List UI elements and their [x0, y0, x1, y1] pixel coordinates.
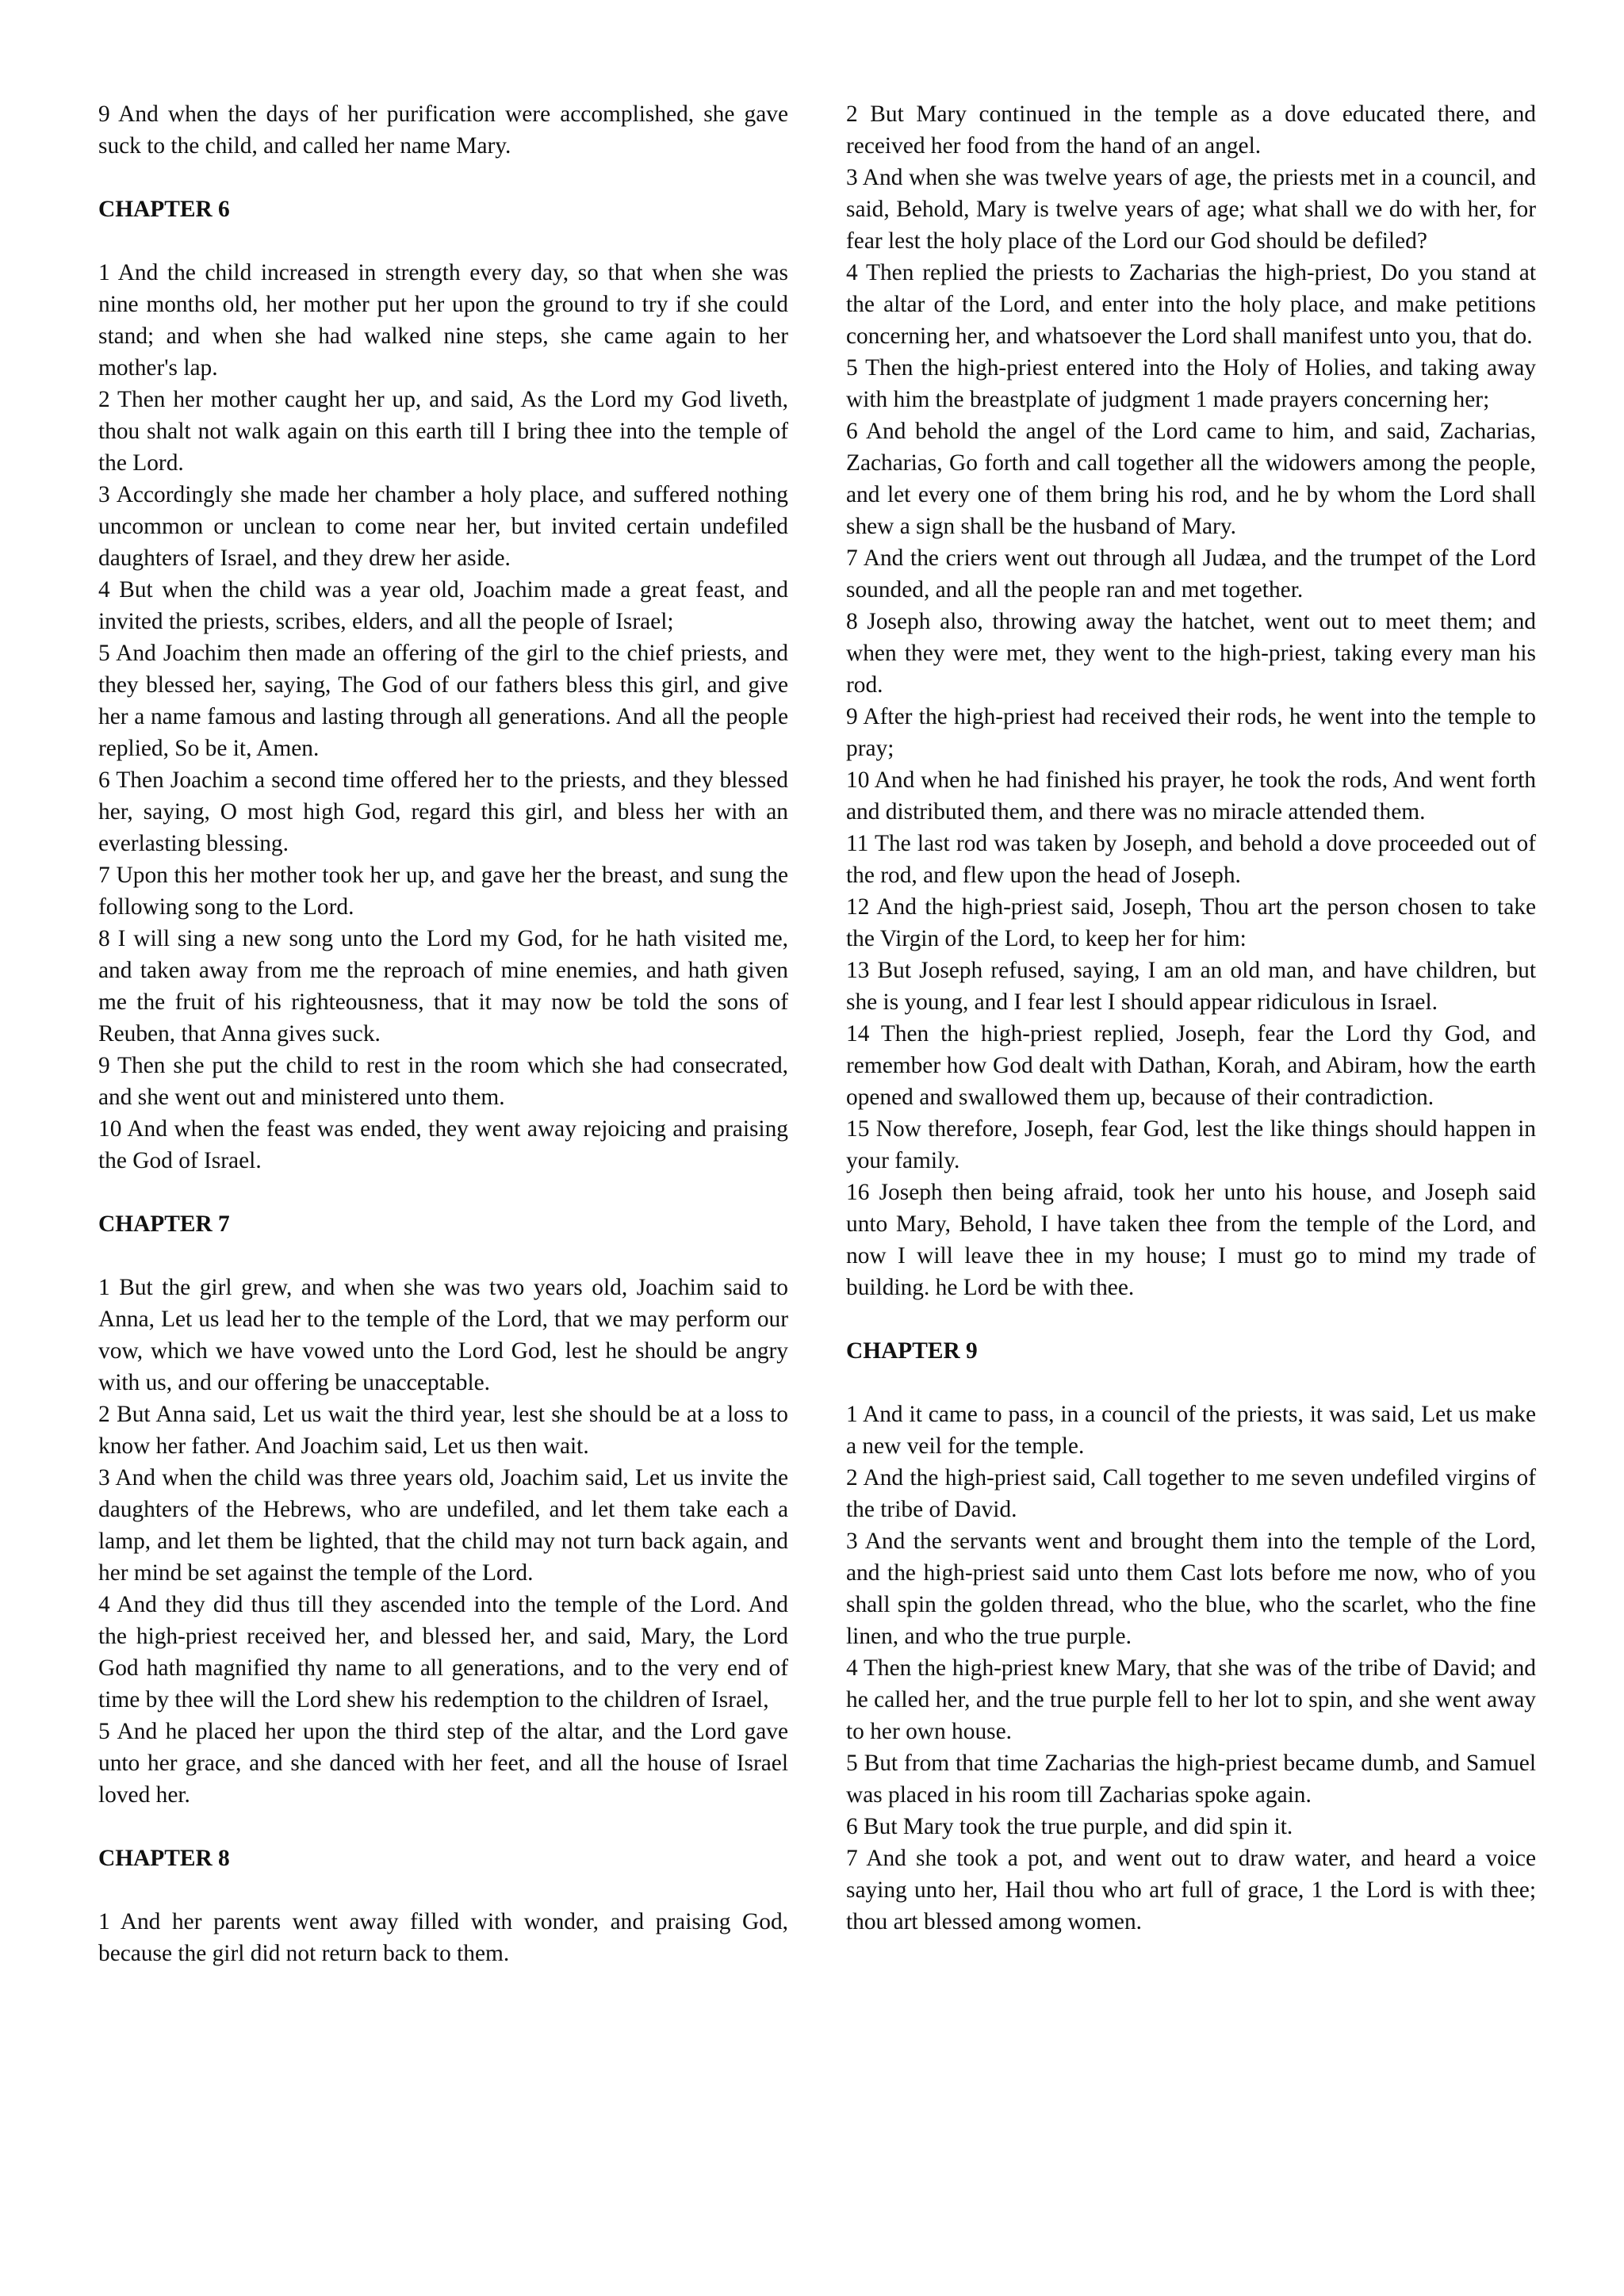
verse-paragraph: 1 But the girl grew, and when she was two years old, Joachim said to Anna, Let us lead her to the temple of the Lord, that we may perform our vow, which we have vowed unto the Lord God, lest he should be angry with us, and our offering be unacceptable. — [98, 1275, 788, 1395]
verse-paragraph: 6 And behold the angel of the Lord came to him, and said, Zacharias, Zacharias, Go forth and call together all the widowers among the people, and let every one of them bring his rod, and he by whom the Lord shall shew a sign shall be the husband of Mary. — [846, 419, 1536, 539]
verse-paragraph: 4 Then the high-priest knew Mary, that she was of the tribe of David; and he called her, and the true purple fell to her lot to spin, and she went away to her own house. — [846, 1655, 1536, 1744]
chapter-heading: CHAPTER 6 — [98, 197, 230, 222]
verse-paragraph: 2 Then her mother caught her up, and said, As the Lord my God liveth, thou shalt not walk again on this earth till I bring thee into the temple of the Lord. — [98, 387, 788, 476]
verse-paragraph: 4 And they did thus till they ascended into the temple of the Lord. And the high-priest received her, and blessed her, and said, Mary, the Lord God hath magnified thy name to all generations, and to the very end of time by thee will the Lord shew his redemption to the children of Israel, — [98, 1592, 788, 1712]
verse-paragraph: 7 And the criers went out through all Judæa, and the trumpet of the Lord sounded, and all the people ran and met together. — [846, 545, 1536, 603]
verse-paragraph: 6 But Mary took the true purple, and did spin it. — [846, 1814, 1293, 1839]
verse-paragraph: 3 And the servants went and brought them into the temple of the Lord, and the high-priest said unto them Cast lots before me now, who of you shall spin the golden thread, who the blue, who the scarlet, who the fine linen, and who the true purple. — [846, 1529, 1536, 1649]
verse-paragraph: 9 Then she put the child to rest in the room which she had consecrated, and she went out and ministered unto them. — [98, 1053, 788, 1110]
verse-paragraph: 8 I will sing a new song unto the Lord my God, for he hath visited me, and taken away from me the reproach of mine enemies, and hath given me the fruit of his righteousness, that it may now be told the sons of Reuben, that Anna gives suck. — [98, 926, 788, 1047]
verse-paragraph: 5 Then the high-priest entered into the Holy of Holies, and taking away with him the breastplate of judgment 1 made prayers concerning her; — [846, 355, 1536, 412]
verse-paragraph: 3 And when the child was three years old, Joachim said, Let us invite the daughters of the Hebrews, who are undefiled, and let them take each a lamp, and let them be lighted, that the child may not turn back again, and her mind be set against the temple of the Lord. — [98, 1465, 788, 1586]
verse-paragraph: 1 And it came to pass, in a council of the priests, it was said, Let us make a new veil for the temple. — [846, 1402, 1536, 1459]
verse-paragraph: 1 And her parents went away filled with wonder, and praising God, because the girl did not return back to them. — [98, 1909, 788, 1966]
verse-paragraph: 1 And the child increased in strength every day, so that when she was nine months old, her mother put her upon the ground to try if she could stand; and when she had walked nine steps, she came again to her mother's lap. — [98, 260, 788, 381]
verse-paragraph: 7 And she took a pot, and went out to draw water, and heard a voice saying unto her, Hail thou who art full of grace, 1 the Lord is with thee; thou art blessed among women. — [846, 1846, 1536, 1934]
verse-paragraph: 4 But when the child was a year old, Joachim made a great feast, and invited the priests, scribes, elders, and all the people of Israel; — [98, 577, 788, 634]
verse-paragraph: 9 And when the days of her purification were accomplished, she gave suck to the child, and called her name Mary. — [98, 101, 788, 159]
left-column — [98, 98, 788, 1969]
chapter-heading: CHAPTER 8 — [98, 1846, 230, 1871]
verse-paragraph: 7 Upon this her mother took her up, and gave her the breast, and sung the following song to the Lord. — [98, 863, 788, 920]
verse-paragraph: 13 But Joseph refused, saying, I am an old man, and have children, but she is young, and I fear lest I should appear ridiculous in Israel. — [846, 958, 1536, 1015]
verse-paragraph: 5 But from that time Zacharias the high-priest became dumb, and Samuel was placed in his room till Zacharias spoke again. — [846, 1751, 1536, 1808]
verse-paragraph: 3 And when she was twelve years of age, the priests met in a council, and said, Behold, Mary is twelve years of age; what shall we do with her, for fear lest the holy place of the Lord our God should be defiled? — [846, 165, 1536, 254]
chapter-heading: CHAPTER 7 — [98, 1211, 230, 1237]
verse-paragraph: 4 Then replied the priests to Zacharias the high-priest, Do you stand at the altar of the Lord, and enter into the holy place, and make petitions concerning her, and whatsoever the Lord shall manifest unto you, that do. — [846, 260, 1536, 349]
right-column — [846, 98, 1536, 1938]
verse-paragraph: 3 Accordingly she made her chamber a holy place, and suffered nothing uncommon or unclean to come near her, but invited certain undefiled daughters of Israel, and they drew her aside. — [98, 482, 788, 571]
verse-paragraph: 5 And he placed her upon the third step of the altar, and the Lord gave unto her grace, and she danced with her feet, and all the house of Israel loved her. — [98, 1719, 788, 1808]
verse-paragraph: 10 And when he had finished his prayer, he took the rods, And went forth and distributed them, and there was no miracle attended them. — [846, 767, 1536, 825]
verse-paragraph: 8 Joseph also, throwing away the hatchet, went out to meet them; and when they were met, they went to the high-priest, taking every man his rod. — [846, 609, 1536, 698]
verse-paragraph: 11 The last rod was taken by Joseph, and behold a dove proceeded out of the rod, and flew upon the head of Joseph. — [846, 831, 1536, 888]
verse-paragraph: 5 And Joachim then made an offering of the girl to the chief priests, and they blessed her, saying, The God of our fathers bless this girl, and give her a name famous and lasting through all generations. And all the people replied, So be it, Amen. — [98, 641, 788, 761]
verse-paragraph: 2 But Mary continued in the temple as a dove educated there, and received her food from the hand of an angel. — [846, 101, 1536, 159]
verse-paragraph: 15 Now therefore, Joseph, fear God, lest the like things should happen in your family. — [846, 1116, 1536, 1173]
verse-paragraph: 12 And the high-priest said, Joseph, Thou art the person chosen to take the Virgin of the Lord, to keep her for him: — [846, 894, 1536, 951]
verse-paragraph: 14 Then the high-priest replied, Joseph, fear the Lord thy God, and remember how God dealt with Dathan, Korah, and Abiram, how the earth opened and swallowed them up, because of their contradiction. — [846, 1021, 1536, 1110]
verse-paragraph: 2 But Anna said, Let us wait the third year, lest she should be at a loss to know her father. And Joachim said, Let us then wait. — [98, 1402, 788, 1459]
verse-paragraph: 6 Then Joachim a second time offered her to the priests, and they blessed her, saying, O most high God, regard this girl, and bless her with an everlasting blessing. — [98, 767, 788, 856]
verse-paragraph: 10 And when the feast was ended, they went away rejoicing and praising the God of Israel. — [98, 1116, 788, 1173]
chapter-heading: CHAPTER 9 — [846, 1338, 978, 1364]
verse-paragraph: 16 Joseph then being afraid, took her unto his house, and Joseph said unto Mary, Behold, I have taken thee from the temple of the Lord, and now I will leave thee in my house; I must go to mind my trade of building. he Lord be with thee. — [846, 1180, 1536, 1300]
verse-paragraph: 2 And the high-priest said, Call together to me seven undefiled virgins of the tribe of David. — [846, 1465, 1536, 1522]
verse-paragraph: 9 After the high-priest had received their rods, he went into the temple to pray; — [846, 704, 1536, 761]
